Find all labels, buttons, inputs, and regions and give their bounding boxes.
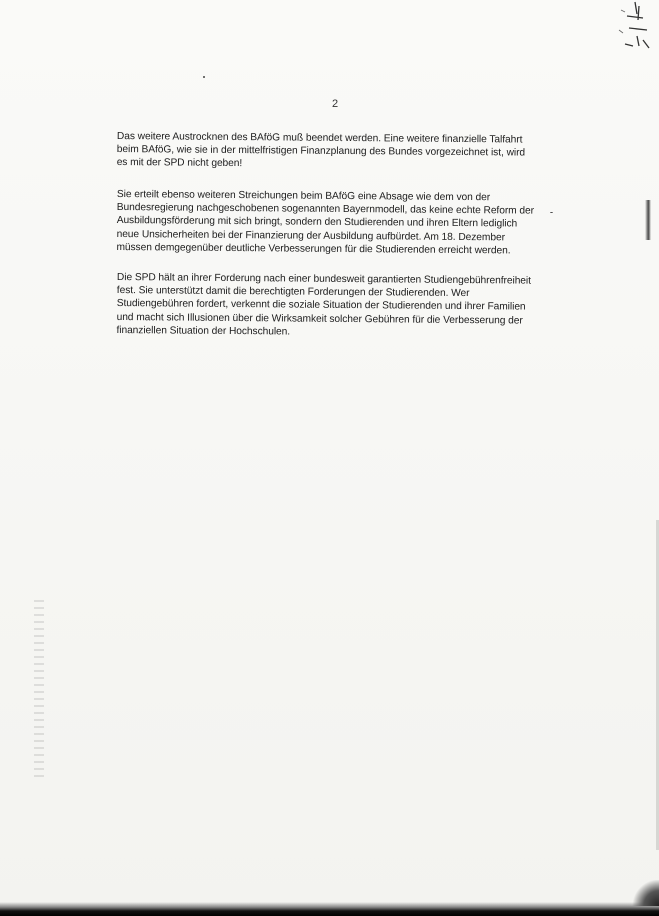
document-body <box>117 130 537 355</box>
scan-artifact-bottom-edge <box>0 902 659 916</box>
scan-artifact-top-right <box>617 0 651 52</box>
scan-speck <box>550 212 553 213</box>
paragraph-bafog-austrocknen: Das weitere Austrocknen des BAföG muß beendet werden. Eine weitere finanzielle Talfahrt beim BAföG, wie sie in der mittelfristigen Finanzplanung des Bundes vorgezeichnet ist, wird es mit der SPD nicht geben! <box>116 130 526 170</box>
page-number: 2 <box>332 98 339 110</box>
scan-speck <box>203 76 205 78</box>
scan-artifact-left-margin <box>34 600 44 780</box>
scan-artifact-bottom-corner <box>631 880 659 906</box>
paragraph-bayernmodell: Sie erteilt ebenso weiteren Streichungen beim BAföG eine Absage wie dem von der Bundesregierung nachgeschobenen sogenannten Bayernmodell, das keine echte Reform der Ausbildungsförderung mit sich bringt, sondern den Studierenden und ihren Eltern lediglich neue Unsicherheiten bei der Finanzierung der Ausbildung aufbürdet. Am 18. Dezember müssen demgegenüber deutliche Verbesserungen für die Studierenden erreicht werden. <box>116 188 535 256</box>
scan-artifact-right-edge <box>645 200 651 240</box>
paragraph-studiengebuehren: Die SPD hält an ihrer Forderung nach einer bundesweit garantierten Studiengebührenfreiheit fest. Sie unterstützt damit die berechtigten Forderungen der Studierenden. Wer Studiengebühren fordert, verkennt die soziale Situation der Studierenden und ihrer Familien und macht sich Illusionen über die Wirksamkeit solcher Gebühren für die Verbesserung der finanziellen Situation der Hochschulen. <box>116 271 531 337</box>
